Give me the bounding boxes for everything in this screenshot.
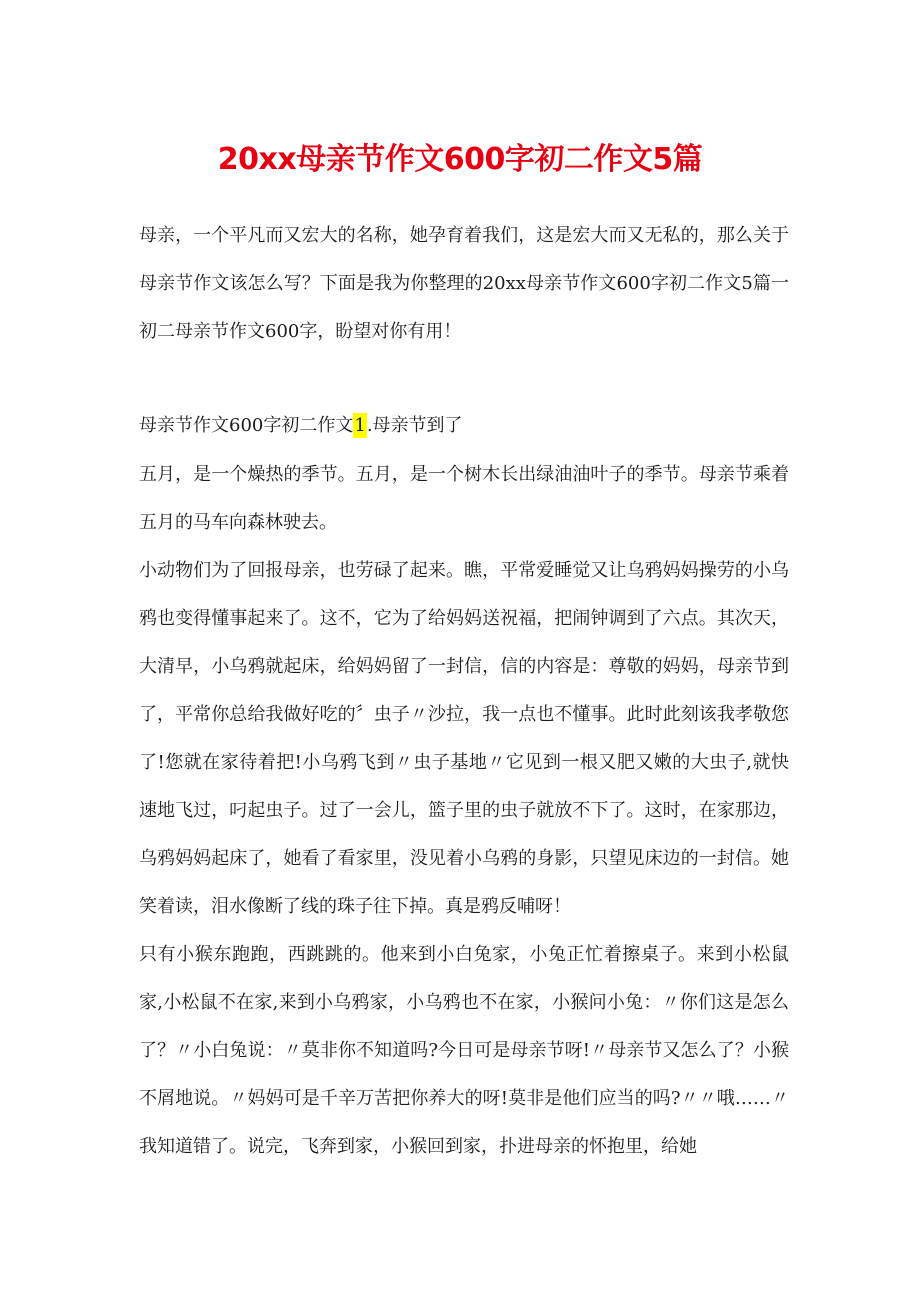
section-heading-suffix: .母亲节到了: [366, 415, 463, 436]
intro-paragraph: 母亲，一个平凡而又宏大的名称，她孕育着我们，这是宏大而又无私的，那么关于母亲节作文该怎么写？下面是我为你整理的20xx母亲节作文600字初二作文5篇一初二母亲节作文600字，盼望对你有用！: [139, 225, 789, 342]
section-heading-prefix: 母亲节作文600字初二作文: [139, 415, 354, 436]
body-paragraph: 只有小猴东跑跑，西跳跳的。他来到小白兔家，小兔正忙着擦桌子。来到小松鼠家,小松鼠不在家,来到小乌鸦家，小乌鸦也不在家，小猴问小兔：〃你们这是怎么了？〃小白兔说：〃莫非你不知道吗?今日可是母亲节呀!〃母亲节又怎么了？小猴不屑地说。〃妈妈可是千辛万苦把你养大的呀!莫非是他们应当的吗?〃〃哦……〃我知道错了。说完，飞奔到家，小猴回到家，扑进母亲的怀抱里，给她: [139, 944, 789, 1157]
document-title: 20xx母亲节作文600字初二作文5篇: [217, 142, 703, 177]
body-paragraph: 五月，是一个燥热的季节。五月，是一个树木长出绿油油叶子的季节。母亲节乘着五月的马车向森林驶去。: [139, 464, 789, 533]
section-heading: [139, 402, 789, 450]
body-paragraph: 小动物们为了回报母亲，也劳碌了起来。瞧，平常爱睡觉又让乌鸦妈妈操劳的小乌鸦也变得懂事起来了。这不，它为了给妈妈送祝福，把闹钟调到了六点。其次天，大清早，小乌鸦就起床，给妈妈留了一封信，信的内容是：尊敬的妈妈，母亲节到了，平常你总给我做好吃的〞虫子〃沙拉，我一点也不懂事。此时此刻该我孝敬您了!您就在家待着把!小乌鸦飞到〃虫子基地〃它见到一根又肥又嫩的大虫子,就快速地飞过，叼起虫子。过了一会儿，篮子里的虫子就放不下了。这时，在家那边，乌鸦妈妈起床了，她看了看家里，没见着小乌鸦的身影，只望见床边的一封信。她笑着读，泪水像断了线的珠子往下掉。真是鸦反哺呀！: [139, 560, 789, 917]
highlighted-section-number: 1: [354, 415, 366, 436]
